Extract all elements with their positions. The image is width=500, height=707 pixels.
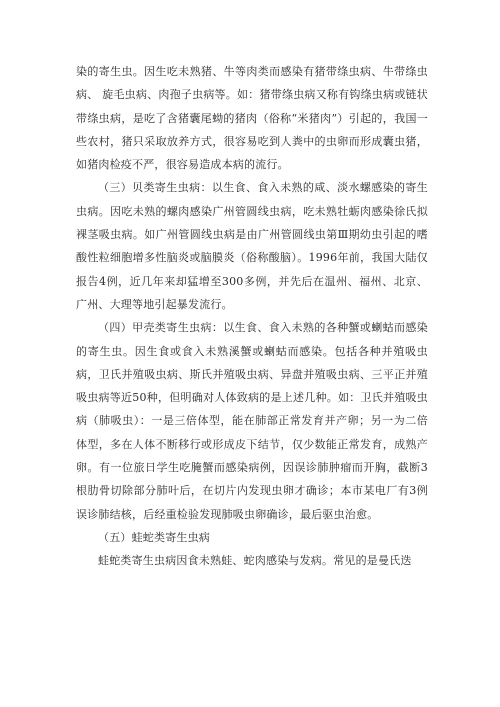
paragraph-crustacean-parasites: （四）甲壳类寄生虫病：以生食、食入未熟的各种蟹或蝲蛄而感染的寄生虫。因生食或食入未熟溪蟹或蝲蛄而感染。包括各种并殖吸虫病，卫氏并殖吸虫病、斯氏并殖吸虫病、异盘并殖吸虫病、三平正并殖吸虫病等近50种，但明确对人体致病的是上述几种。如：卫氏并殖吸虫病（肺吸虫）：一是三倍体型，能在肺部正常发育并产卵；另一为二倍体型，多在人体不断移行或形成皮下结节，仅少数能正常发育，成熟产卵。有一位旅日学生吃腌蟹而感染病例，因误诊肺肿瘤而开胸，截断3根肋骨切除部分肺叶后，在切片内发现虫卵才确诊；本市某电厂有3例误诊肺结核，后经重检验发现肺吸虫卵确诊，最后驱虫治愈。 <box>76 321 428 521</box>
paragraph-shellfish-parasites: （三）贝类寄生虫病：以生食、食入未熟的咸、淡水螺感染的寄生虫病。因吃未熟的螺肉感染广州管圆线虫病，吃未熟牡蛎肉感染徐氏拟裸茎吸虫病。如广州管圆线虫病是由广州管圆线虫第Ⅲ期幼虫引起的嗜酸性粒细胞增多性脑炎或脑膜炎（俗称酸脑）。1996年前，我国大陆仅报告4例，近几年来却猛增至300多例，并先后在温州、福州、北京、广州、大理等地引起暴发流行。 <box>76 181 428 311</box>
paragraph-meat-parasites-continued: 染的寄生虫。因生吃未熟猪、牛等肉类而感染有猪带绦虫病、牛带绦虫病、 旋毛虫病、肉孢子虫病等。如：猪带绦虫病又称有钩绦虫病或链状带绦虫病，是吃了含猪囊尾蚴的猪肉（俗称“米猪肉”）引起的，我国一些农村，猪只采取放养方式，很容易吃到人粪中的虫卵而形成囊虫猪，如猪肉检疫不严，很容易造成本病的流行。 <box>76 65 428 172</box>
paragraph-frog-snake-parasites: 蛙蛇类寄生虫病因食未熟蛙、蛇肉感染与发病。常见的是曼氏迭 <box>98 554 412 568</box>
document-page <box>76 60 428 573</box>
section-heading-frog-snake-parasites: （五）蛙蛇类寄生虫病 <box>98 530 210 544</box>
